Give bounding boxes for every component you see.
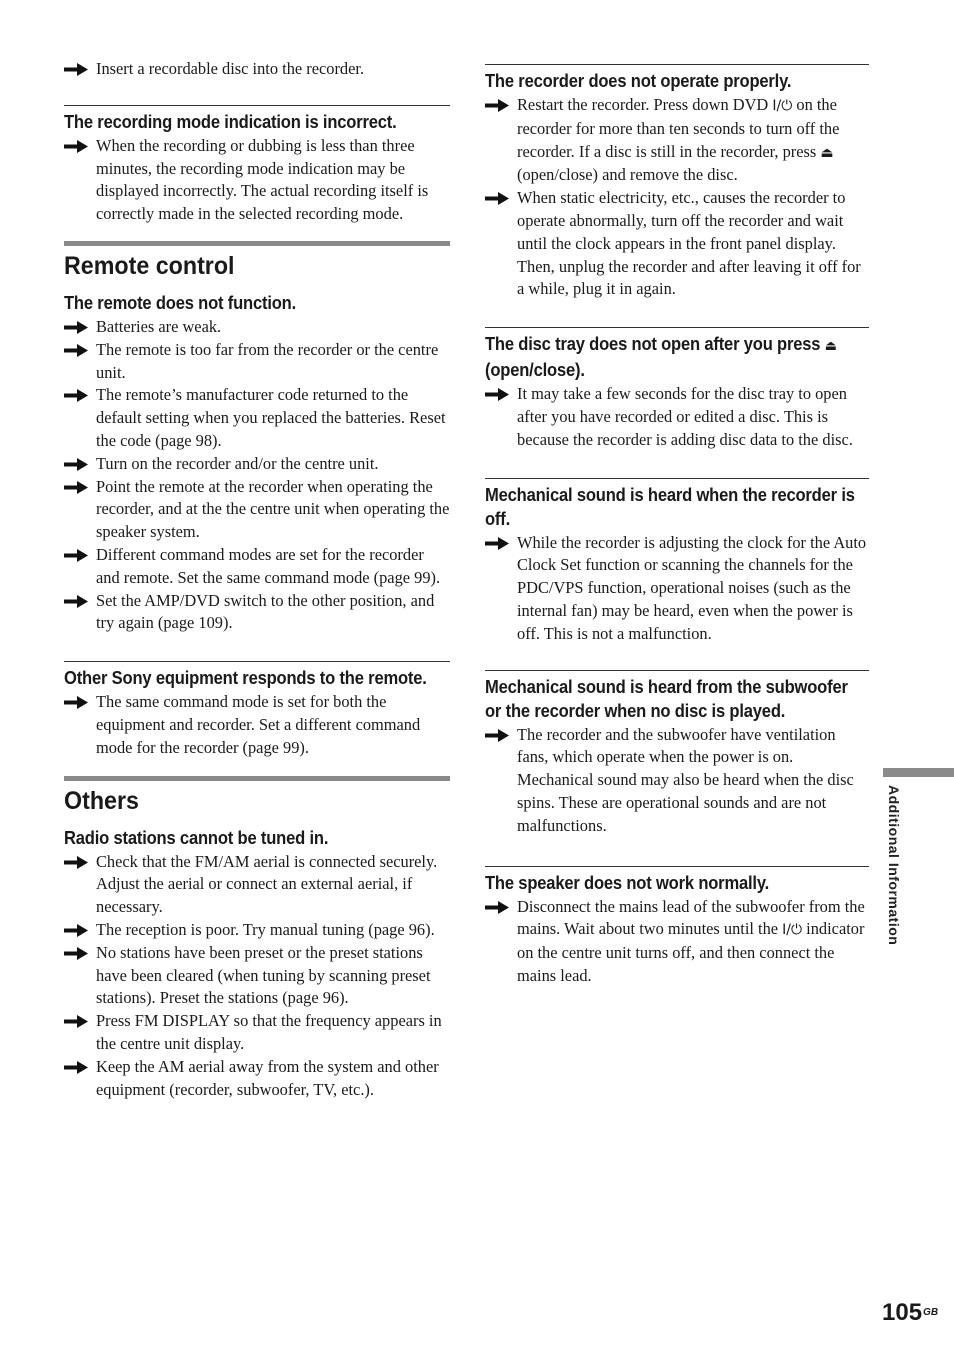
arrow-right-icon xyxy=(64,549,88,562)
list-item: When static electricity, etc., causes the recorder to operate abnormally, turn off the recorder and wait until the clock appears in the front panel display. Then, unplug the recorder and after leaving it off for a while, plug it in again. xyxy=(485,187,869,301)
arrow-right-icon xyxy=(64,63,88,76)
subsection-title: Mechanical sound is heard when the recorder is off. xyxy=(485,484,855,529)
page-number: $105^{GB}$ xyxy=(882,1299,939,1326)
eject-icon: ⏏ xyxy=(820,144,834,161)
subsection-title: Radio stations cannot be tuned in. xyxy=(64,827,329,848)
subsection-title: The recorder does not operate properly. xyxy=(485,71,792,91)
section-divider xyxy=(64,776,450,781)
arrow-right-icon xyxy=(64,947,88,960)
arrow-right-icon xyxy=(64,924,88,937)
list-item: Turn on the recorder and/or the centre unit. xyxy=(64,453,450,476)
arrow-right-icon xyxy=(485,192,509,205)
subsection-title: The recording mode indication is incorrect. xyxy=(64,111,397,132)
subsection-title: The speaker does not work normally. xyxy=(485,872,770,893)
side-tab-label: Additional Information xyxy=(886,785,902,946)
not-operate-block xyxy=(485,64,869,301)
mech-sub-block xyxy=(485,670,869,838)
list-item: Disconnect the mains lead of the subwoofer from the mains. Wait about two minutes until the I/⏻ indicator on the centre unit turns off, and then connect the mains lead. xyxy=(485,896,869,988)
list-item: It may take a few seconds for the disc tray to open after you have recorded or edited a disc. This is because the recorder is adding disc data to the disc. xyxy=(485,383,869,451)
list-item: Point the remote at the recorder when operating the recorder, and at the the centre unit when operating the speaker system. xyxy=(64,476,450,544)
list-item: When the recording or dubbing is less than three minutes, the recording mode indication may be displayed incorrectly. The actual recording itself is correctly made in the selected recording mode. xyxy=(64,135,450,226)
speaker-block xyxy=(485,866,869,988)
list-item: The remote’s manufacturer code returned to the default setting when you replaced the batteries. Reset the code (page 98). xyxy=(64,384,450,452)
mech-off-block xyxy=(485,478,869,646)
arrow-right-icon xyxy=(485,729,509,742)
arrow-right-icon xyxy=(485,388,509,401)
list-item: The reception is poor. Try manual tuning (page 96). xyxy=(64,919,450,942)
subsection-title: The disc tray does not open after you press ⏏ (open/close). xyxy=(485,334,837,381)
arrow-right-icon xyxy=(64,1015,88,1028)
arrow-right-icon xyxy=(64,344,88,357)
list-item: While the recorder is adjusting the clock for the Auto Clock Set function or scanning the channels for the PDC/VPS function, operational noises (such as the internal fan) may be heard, even when the power is off. This is not a malfunction. xyxy=(485,532,869,646)
arrow-right-icon xyxy=(64,856,88,869)
arrow-right-icon xyxy=(64,389,88,402)
list-item: Batteries are weak. xyxy=(64,316,450,339)
list-item: The recorder and the subwoofer have ventilation fans, which operate when the power is on. Mechanical sound may also be heard when the disc spins. These are operational sounds and are not malfunctions. xyxy=(485,724,869,838)
subsection-title: Other Sony equipment responds to the remote. xyxy=(64,668,427,689)
power-icon: I/⏻ xyxy=(782,922,803,939)
left-column xyxy=(64,0,450,1101)
arrow-right-icon xyxy=(485,537,509,550)
list-item: Different command modes are set for the recorder and remote. Set the same command mode (page 99). xyxy=(64,544,450,590)
section-title-remote-control: Remote control xyxy=(64,251,235,280)
disc-tray-block xyxy=(485,327,869,451)
section-title-others: Others xyxy=(64,786,139,815)
radio-block xyxy=(64,826,450,1102)
eject-icon: ⏏ xyxy=(824,338,837,355)
list-item: Press FM DISPLAY so that the frequency appears in the centre unit display. xyxy=(64,1010,450,1056)
arrow-right-icon xyxy=(64,321,88,334)
arrow-right-icon xyxy=(485,99,509,112)
remote-no-function-block xyxy=(64,291,450,635)
subsection-title: The remote does not function. xyxy=(64,292,297,313)
list-item: Check that the FM/AM aerial is connected securely. Adjust the aerial or connect an external aerial, if necessary. xyxy=(64,851,450,919)
rec-mode-block xyxy=(64,105,450,226)
arrow-right-icon xyxy=(64,481,88,494)
other-sony-block xyxy=(64,661,450,759)
list-item: The same command mode is set for both the equipment and recorder. Set a different command mode for the recorder (page 99). xyxy=(64,691,450,759)
list-item: Keep the AM aerial away from the system and other equipment (recorder, subwoofer, TV, etc.). xyxy=(64,1056,450,1102)
section-divider xyxy=(64,241,450,246)
list-item: Set the AMP/DVD switch to the other position, and try again (page 109). xyxy=(64,590,450,636)
list-item: The remote is too far from the recorder or the centre unit. xyxy=(64,339,450,385)
arrow-right-icon xyxy=(64,140,88,153)
list-item: No stations have been preset or the preset stations have been cleared (when tuning by scanning preset stations). Preset the stations (page 96). xyxy=(64,942,450,1010)
list-item: Restart the recorder. Press down DVD I/⏻ on the recorder for more than ten seconds to turn off the recorder. If a disc is still in the recorder, press ⏏ (open/close) and remove the disc. xyxy=(485,94,869,187)
right-column xyxy=(485,0,869,988)
arrow-right-icon xyxy=(64,696,88,709)
arrow-right-icon xyxy=(64,1061,88,1074)
side-tab-bar xyxy=(883,768,954,777)
page-suffix: GB xyxy=(923,1307,939,1318)
arrow-right-icon xyxy=(64,595,88,608)
subsection-title: Mechanical sound is heard from the subwoofer or the recorder when no disc is played. xyxy=(485,676,848,721)
power-icon: I/⏻ xyxy=(772,98,793,114)
arrow-right-icon xyxy=(485,901,509,914)
list-item: Insert a recordable disc into the recorder. xyxy=(64,58,450,81)
arrow-right-icon xyxy=(64,458,88,471)
